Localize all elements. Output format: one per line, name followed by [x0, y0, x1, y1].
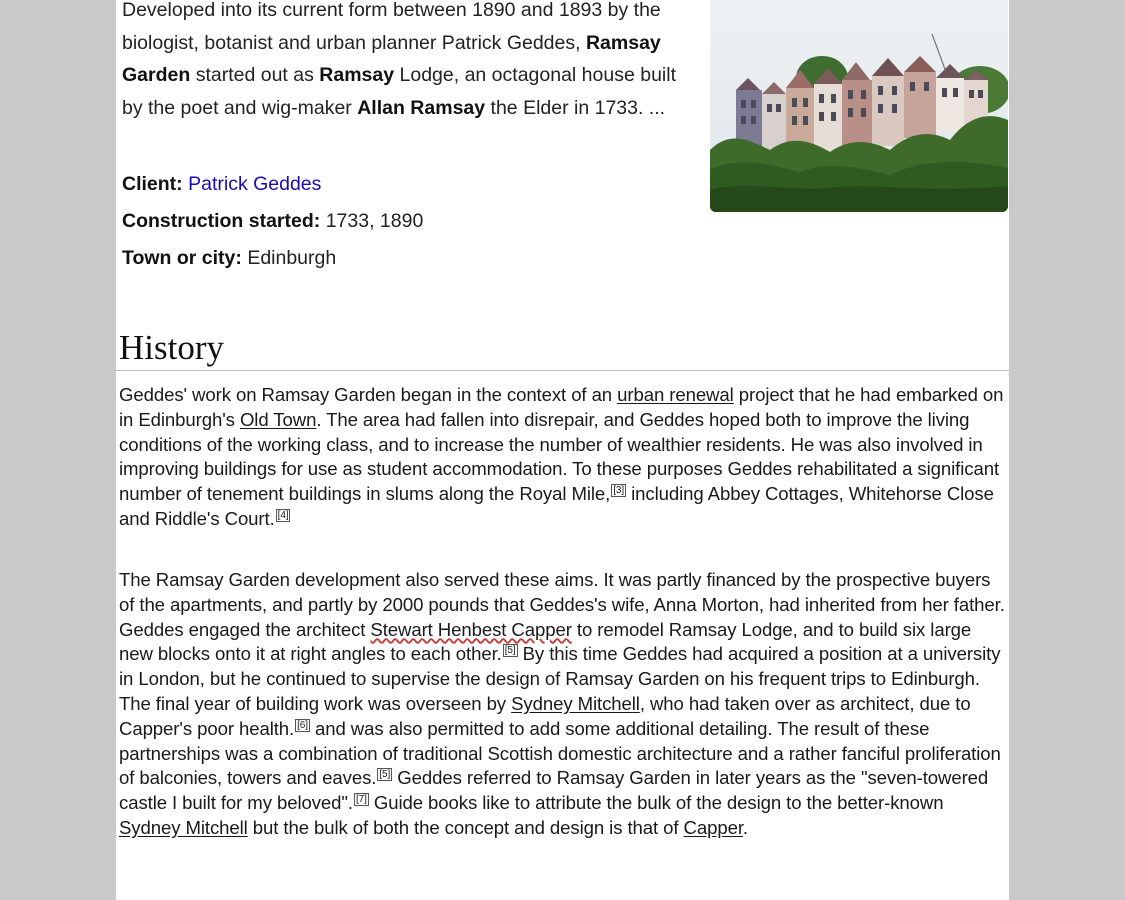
text-segment: including Abbey Cottages, Whitehorse Close and Riddle's Court. [119, 483, 994, 529]
text-segment: . [742, 816, 748, 838]
citation-link[interactable]: [3] [613, 485, 625, 496]
summary-bold: Ramsay [319, 64, 395, 86]
fact-town [122, 247, 336, 270]
link-urban-renewal[interactable]: urban renewal [617, 384, 734, 405]
heading-divider [116, 370, 1009, 371]
link-sydney-mitchell[interactable]: Sydney Mitchell [119, 816, 248, 838]
text-segment: but the bulk of both the concept and design is that of [252, 816, 679, 838]
fact-label: Town or city: [122, 247, 242, 269]
citation-link[interactable]: [6] [297, 719, 308, 731]
history-heading: History [119, 328, 224, 367]
photo-illustration [710, 0, 1008, 212]
link-capper[interactable]: Capper [683, 816, 743, 838]
summary-segment: Developed into its current form between 1890 and 1893 by the biologist, botanist and urban planner Patrick Geddes, [122, 0, 661, 54]
citation-link[interactable]: [7] [355, 793, 367, 805]
text-segment: to remodel Ramsay Lodge, and to build six large new blocks onto it at right angles to each other. [119, 618, 972, 665]
text-segment: Geddes referred to Ramsay Garden in later years as the "seven-towered castle I built for my beloved". [119, 767, 989, 814]
text-segment: Guide books like to attribute the bulk of the design to the better-known [373, 792, 944, 814]
fact-client [122, 173, 321, 196]
text-segment: project that he had embarked on in Edinburgh's [119, 384, 1004, 430]
history-paragraph-2 [119, 568, 1009, 841]
summary-segment: the Elder in 1733. ... [490, 96, 666, 119]
summary-segment: started out as [195, 64, 314, 86]
text-segment: The Ramsay Garden development also served these aims. It was partly financed by the prospective buyers of the apartments, and partly by 2000 pounds that Geddes's wife, Anna Morton, had inherited from her father. Geddes engaged the architect [119, 569, 1005, 640]
citation-link[interactable]: [4] [277, 509, 289, 521]
link-sydney-mitchell[interactable]: Sydney Mitchell [511, 692, 640, 714]
summary-segment: Lodge, an octagonal house built by the poet and wig-maker [122, 64, 676, 119]
fact-label: Client: [122, 173, 183, 195]
fact-construction-started [122, 210, 423, 233]
text-segment: and was also permitted to add some additional detailing. The result of these partnerships was a combination of traditional Scottish domestic architecture and a rather fanciful proliferation of balconies, towers and eaves. [119, 717, 1001, 789]
fact-value: Edinburgh [247, 247, 337, 269]
text-segment: . The area had fallen into disrepair, and Geddes hoped both to improve the living conditions of the working class, and to increase the number of wealthier residents. He was also involved in improving buildings for use as student accommodation. To these purposes Geddes rehabilitated a significant number of tenement buildings in slums along the Royal Mile, [119, 408, 1000, 505]
text-segment: By this time Geddes had acquired a position at a university in London, but he continued to supervise the design of Ramsay Garden on his frequent trips to Edinburgh. The final year of building work was overseen by [119, 643, 1001, 714]
link-old-town[interactable]: Old Town [239, 408, 317, 430]
text-segment: , who had taken over as architect, due to Capper's poor health. [119, 692, 971, 739]
summary-bold: Allan Ramsay [357, 96, 486, 119]
citation-link[interactable]: [5] [379, 769, 391, 781]
client-link[interactable]: Patrick Geddes [188, 173, 322, 195]
citation-link[interactable]: [5] [504, 645, 516, 657]
summary-bold: Ramsay Garden [122, 31, 661, 86]
summary-text [122, 0, 692, 124]
ramsay-garden-photo[interactable] [710, 0, 1008, 212]
text-segment: Geddes' work on Ramsay Garden began in the context of an [119, 384, 613, 405]
article-page [116, 0, 1009, 900]
fact-label: Construction started: [122, 210, 321, 232]
history-paragraph-1 [119, 383, 1009, 532]
link-stewart-henbest-capper[interactable]: Stewart Henbest Capper [370, 618, 572, 640]
fact-value: 1733, 1890 [325, 210, 424, 232]
